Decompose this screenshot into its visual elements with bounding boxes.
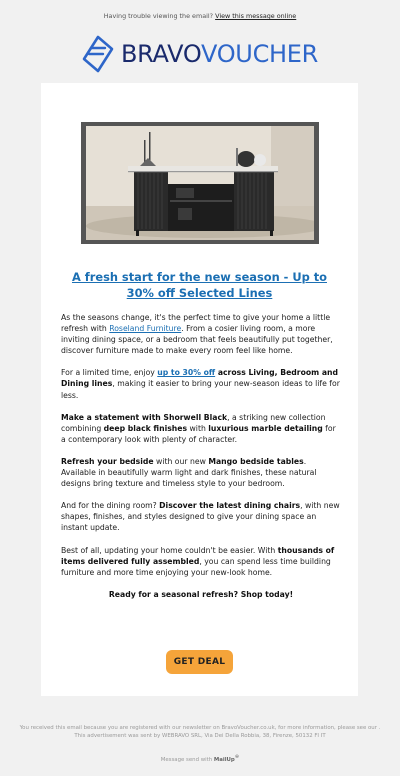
p2-bold: across Living, Bedroom and Dining lines <box>61 368 338 389</box>
headline[interactable]: A fresh start for the new season - Up to 30% off Selected Lines <box>71 270 327 300</box>
p5-text: And for the dining room? <box>61 501 160 511</box>
cta-tagline: Ready for a seasonal refresh? Shop today! <box>108 589 294 599</box>
p6-text-end: , you can spend less time building furniture and more time enjoying your new-look home. <box>61 556 331 577</box>
logo-part1: BRAVO <box>120 40 202 68</box>
roseland-furniture-link[interactable]: Roseland Furniture <box>109 324 182 334</box>
p3-text-end: for a contemporary look with plenty of character. <box>61 423 336 444</box>
logo-wordmark <box>121 40 318 68</box>
p4-text-end: . Available in beautifully warm light and dark finishes, these natural designs bring texture and timeless style to your bedroom. <box>61 456 317 489</box>
paragraph-2 <box>61 367 341 400</box>
p6-text: Best of all, updating your home couldn't be easier. With <box>61 545 278 555</box>
sideboard-photo <box>86 126 314 240</box>
p1-text: As the seasons change, it's the perfect time to give your home a little refresh with <box>61 313 331 334</box>
p3-text-2: with <box>187 423 209 433</box>
discount-link[interactable]: up to 30% off <box>157 368 216 378</box>
sent-prefix: Message send with <box>160 756 214 763</box>
p4-bold-1: Refresh your bedside <box>61 456 154 466</box>
p6-bold: thousands of items delivered fully assembled <box>61 545 335 566</box>
email-card <box>41 83 358 696</box>
tag-icon <box>82 35 114 73</box>
paragraph-1 <box>61 312 341 356</box>
p5-bold: Discover the latest dining chairs <box>159 501 301 511</box>
sideboard-illustration <box>86 126 314 240</box>
p3-bold-3: luxurious marble detailing <box>208 423 323 433</box>
p3-bold-1: Make a statement with Shorwell Black <box>61 412 228 422</box>
footer <box>0 724 400 764</box>
mailup-brand: MailUp <box>213 756 235 763</box>
p3-text: , a striking new collection combining <box>61 412 326 433</box>
paragraph-6 <box>61 545 341 578</box>
footer-line-1: You received this email because you are registered with our newsletter on BravoVoucher.co.uk, for more information, please see our . <box>19 725 381 731</box>
sent-with <box>0 754 400 764</box>
mailup-link[interactable] <box>214 757 239 763</box>
p2-text-end: , making it easier to bring your new-season ideas to life for less. <box>61 379 340 400</box>
p4-bold-2: Mango bedside tables <box>208 456 304 466</box>
brand-logo[interactable] <box>0 34 400 74</box>
p4-text: with our new <box>153 456 209 466</box>
paragraph-3 <box>61 412 341 445</box>
preheader <box>0 12 400 20</box>
p5-text-end: , with new shapes, finishes, and styles designed to give your dining space an instant update. <box>61 501 340 533</box>
paragraph-4 <box>61 456 341 489</box>
body-copy <box>61 312 341 611</box>
view-online-link[interactable]: View this message online <box>215 12 297 20</box>
preheader-text: Having trouble viewing the email? <box>103 12 216 20</box>
mailup-registered: ® <box>234 755 240 760</box>
footer-line-2: This advertisement was sent by WEBRAVO SRL, Via Dei Della Robbia, 38, Firenze, 50132 FI IT <box>74 733 326 739</box>
p1-text-end: . From a cosier living room, a more inviting dining space, or a bedroom that feels beautifully put together, discover furniture made to make every room feel like home. <box>61 324 333 356</box>
hero-image[interactable] <box>81 122 319 244</box>
logo-part2: VOUCHER <box>201 40 319 68</box>
paragraph-5 <box>61 500 341 533</box>
p3-bold-2: deep black finishes <box>103 423 188 433</box>
get-deal-button[interactable]: GET DEAL <box>166 650 233 674</box>
p2-text: For a limited time, enjoy <box>61 368 158 378</box>
